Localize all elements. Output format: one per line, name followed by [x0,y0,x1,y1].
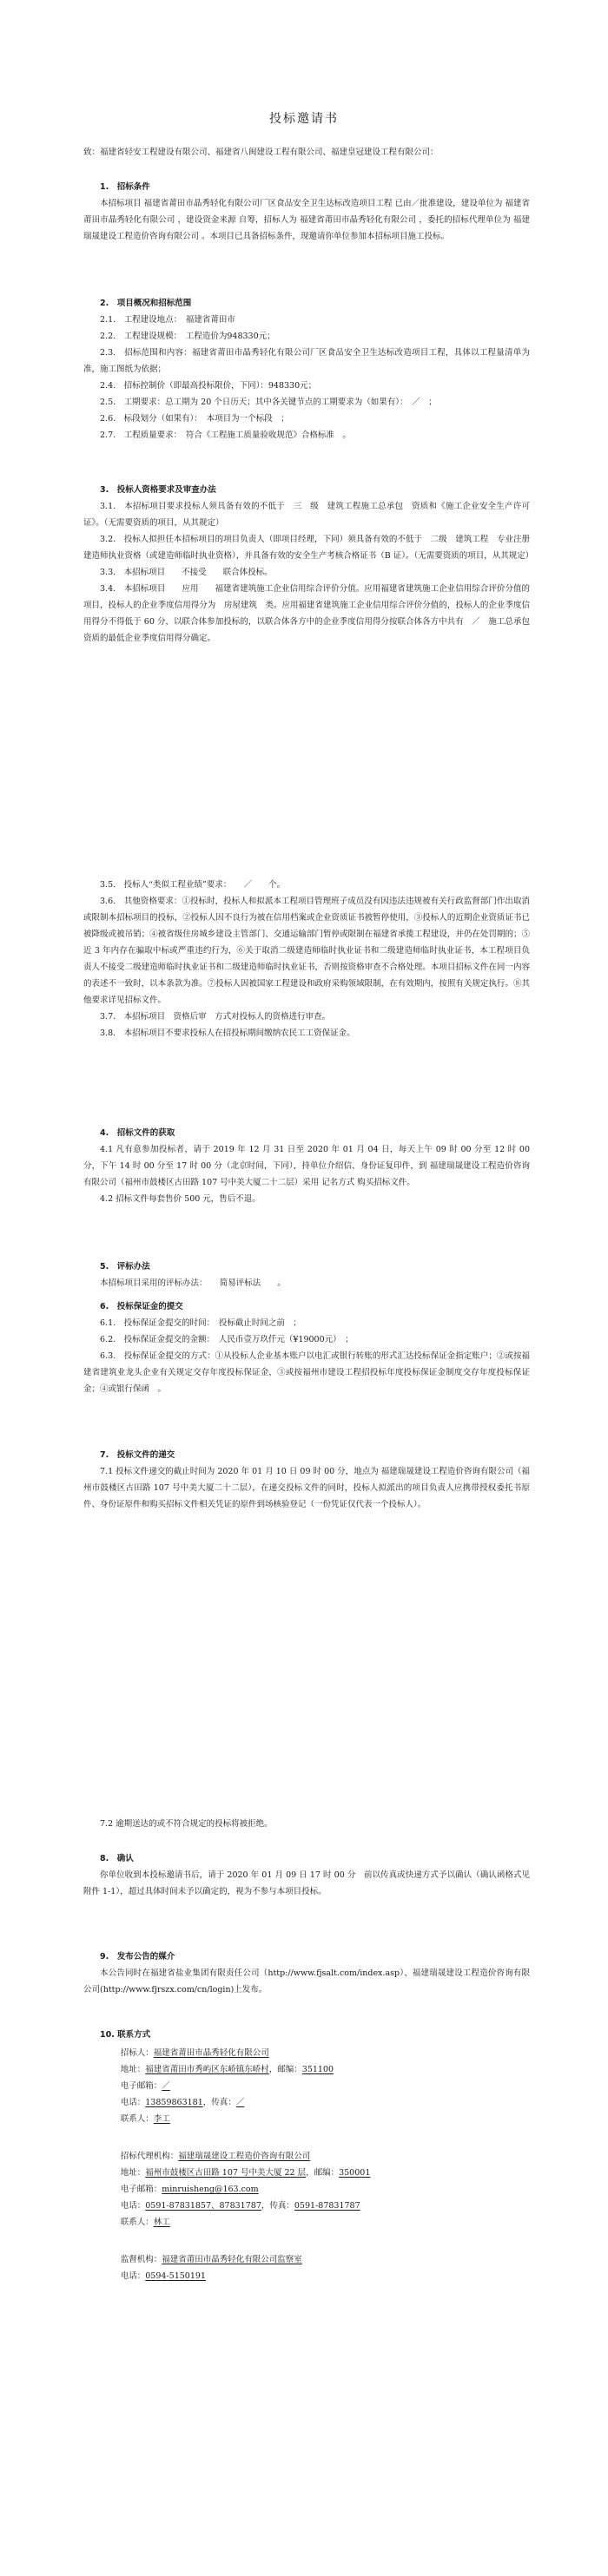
section-heading: 9. 发布公告的媒介 [100,1952,175,1962]
section-bid-bond [83,1298,530,1397]
section-tender-conditions [83,179,530,245]
supervisor-phone-row [83,2268,530,2284]
section-heading: 10. 联系方式 [100,2030,151,2040]
item-2-2: 2.2. 工程建设规模： 工程造价为948330元； [100,332,280,341]
section-heading: 3. 投标人资格要求及审查办法 [100,485,216,495]
section-heading: 1. 招标条件 [100,182,150,192]
section-qualification [83,482,534,647]
item-3-5: 3.5. 投标人“类似工程业绩”要求： ／ 个。 [100,880,286,890]
agent-name: 福建瑞晟建设工程造价咨询有限公司 [178,2152,311,2161]
label: 招标人： [120,2048,154,2058]
section-submission-continued [83,1816,530,1832]
label: 联系人： [120,2218,154,2227]
section-confirmation [83,1850,530,1900]
item-2-7: 2.7. 工程质量要求： 符合《工程施工质量验收规范》合格标准 。 [100,430,351,440]
section-heading: 8. 确认 [100,1854,134,1863]
tenderer-email-row [83,2078,530,2094]
item-4-2: 4.2 招标文件每套售价 500 元，售后不退。 [100,1194,261,1204]
label: 电话： [120,2201,146,2211]
agent-phone: 0591-87831857、87831787 [145,2201,261,2211]
agent-postcode: 350001 [339,2168,371,2178]
item-2-6: 2.6. 标段划分（如果有）： 本项目为一个标段 ； [100,414,289,424]
section-evaluation [83,1258,530,1291]
label: ，邮编： [306,2168,340,2178]
section-documents [83,1125,530,1207]
item-3-7: 3.7. 本招标项目 资格后审 方式对投标人的资格进行审查。 [100,1012,331,1022]
label: 地址： [120,2065,146,2074]
label: 招标代理机构： [120,2152,179,2161]
item-2-5: 2.5. 工期要求：总工期为 20 个日历天；其中各关键节点的工期要求为（如果有）： ／ ； [100,398,437,407]
tenderer-phone-row [83,2094,530,2111]
agent-fax: 0591-87831787 [294,2201,360,2211]
label: ，邮编： [268,2065,302,2074]
item-7-2: 7.2 逾期送达的或不符合规定的投标将被拒绝。 [100,1819,273,1829]
tenderer-contact-row [83,2111,530,2127]
section-body: 本招标项目采用的评标办法： 简易评标法 。 [100,1278,286,1288]
section-body: 本公告同时在福建省盐业集团有限责任公司（http://www.fjsalt.com/index.asp）、福建瑞晟建设工程造价咨询有限公司(http://www.fjrszx.com/cn/login)上发布。 [83,1968,530,1994]
item-3-8: 3.8. 本招标项目不要求投标人在招投标期间缴纳农民工工资保证金。 [100,1028,355,1038]
item-2-3: 2.3. 招标范围和内容：福建省莆田市晶秀轻化有限公司厂区食品安全卫生达标改造项目工程，具体以工程量清单为准，施工图纸为依据； [83,348,530,374]
section-heading: 6. 投标保证金的提交 [100,1302,183,1311]
item-6-2: 6.2. 投标保证金提交的金额： 人民币壹万玖仟元（¥19000元） ； [100,1335,354,1344]
section-project-overview [83,295,530,444]
item-2-1: 2.1. 工程建设地点： 福建省莆田市 [100,315,244,325]
item-3-1: 3.1. 本招标项目要求投标人须具备有效的不低于 三 级 建筑工程施工总承包 资质和《施工企业安全生产许可证》。（无需要资质的项目，从其规定） [83,502,530,528]
tenderer-fax: ／ [235,2098,245,2107]
document-title: 投标邀请书 [269,112,339,126]
item-3-3: 3.3. 本招标项目 不接受 联合体投标。 [100,568,273,577]
section-qualification-continued [83,877,530,1042]
item-4-1: 4.1 凡有意参加投标者，请于 2019 年 12 月 31 日至 2020 年 01 月 04 日，每天上午 09 时 00 分至 12 时 00 分，下午 14 时 00 分至 17 时 00 分（北京时间，下同），持单位介绍信、身份证复印件，到 福建瑞晟建设工程造价咨询有限公司（福州市鼓楼区古田路 107 号中美大厦二十二层）采用 记名方式 购买招标文件。 [83,1145,530,1187]
tenderer-email: ／ [162,2081,170,2091]
recipients-text: 致：福建省轻安工程建设有限公司、福建省八闽建设工程有限公司、福建皇冠建设工程有限公司： [83,148,439,157]
section-heading: 5. 评标办法 [100,1262,150,1272]
tenderer-address: 福建省莆田市秀屿区东峤镇东峤村 [145,2065,269,2074]
tenderer-postcode: 351100 [301,2065,334,2074]
agent-phone-row [83,2198,530,2214]
section-heading: 4. 招标文件的获取 [100,1128,175,1138]
recipients-line [83,144,530,161]
section-submission [83,1447,530,1513]
item-3-4: 3.4. 本招标项目 应用 福建省建筑施工企业信用综合评价分值。应用福建省建筑施工企业信用综合评价分值的项目，投标人的企业季度信用得分为 房屋建筑 类。应用福建省建筑施工企业信用综合评价分值的，投标人的企业季度信用得分不得低于 60 分，以联合体参加投标的，以联合体各方中的企业季度信用得分按联合体各方中共有 ／ 施工总承包资质的最低企业季度信用得分确定。 [83,584,530,643]
item-3-6: 3.6. 其他资格要求：①投标时，投标人和拟派本工程项目管理班子成员没有因违法违规被有关行政监督部门作出取消或限制本招标项目的投标，②投标人因不良行为被在信用档案或企业资质证书被暂停使用，③投标人的近期企业资质证书已被降级或被吊销；④被省级住房城乡建设主管部门、交通运输部门暂停或限制在福建省承揽工程建设，并仍在处罚期的；⑤近 3 年内存在骗取中标或严重违约行为，⑥关于取消二级建造师临时执业证书和二级建造师临时执业证书，本工程项目负责人不接受二级建造师临时执业证书和二级建造师临时执业证书，否则按资格审查不合格处理。本项目招标文件在同一内容的表述不一致时，以本条款为准。⑦投标人因被国家工程建设和政府采购领域限制，在有效期内，按照有关规定执行。⑧其他要求详见招标文件。 [83,897,530,1005]
supervisor-name-row [83,2251,530,2268]
agent-email-row [83,2181,530,2198]
tenderer-phone: 13859863181 [145,2098,203,2107]
agent-contact: 林工 [153,2218,170,2227]
section-contacts [83,2027,530,2284]
item-7-1: 7.1 投标文件递交的截止时间为 2020 年 01 月 10 日 09 时 00 分，地点为 福建瑞晟建设工程造价咨询有限公司（福州市鼓楼区古田路 107 号中美大厦二十二层），在递交投标文件的同时，投标人拟派出的项目负责人应携带授权委托书原件、身份证原件和购买招标文件相关凭证的原件到场核验登记（一份凭证仅代表一个投标人）。 [83,1467,530,1509]
agent-address: 福州市鼓楼区古田路 107 号中美大厦 22 层 [145,2168,307,2178]
supervisor-name: 福建省莆田市晶秀轻化有限公司监察室 [162,2255,302,2264]
label: ，传真： [202,2098,236,2107]
label: 地址： [120,2168,146,2178]
tenderer-name: 福建省莆田市晶秀轻化有限公司 [153,2048,269,2058]
tenderer-address-row [83,2061,530,2078]
label: 电子邮箱： [120,2185,162,2194]
label: 电子邮箱： [120,2081,162,2091]
item-2-4: 2.4. 招标控制价（即最高投标限价，下同）：948330元； [100,381,317,391]
section-body: 本招标项目 福建省莆田市晶秀轻化有限公司厂区食品安全卫生达标改造项目工程 已由／批准建设，建设单位为 福建省莆田市晶秀轻化有限公司 ，建设资金来源 自筹，招标人为 福建省莆田市晶秀轻化有限公司 ，委托的招标代理单位为 福建瑞晟建设工程造价咨询有限公司 。本项目已具备招标条件，现邀请你单位参加本招标项目施工投标。 [83,199,530,241]
section-heading: 2. 项目概况和招标范围 [100,299,192,308]
label: ，传真： [261,2201,294,2211]
agent-contact-row [83,2214,530,2231]
item-6-3: 6.3. 投标保证金提交的方式：①从投标人企业基本账户以电汇或银行转账的形式汇达投标保证金指定账户；②或按福建省建筑业龙头企业有关规定交存年度投标保证金，③或按福州市建设工程招投标年度投标保证金制度交存年度投标保证金；④或银行保函 。 [83,1351,530,1394]
label: 电话： [120,2271,146,2281]
section-body: 你单位收到本投标邀请书后，请于 2020 年 01 月 09 日 17 时 00 分 前以传真或快递方式予以确认（确认函格式见附件 1-1），超过具体时间未予以确定的，视为不参与本项目投标。 [83,1870,530,1896]
supervisor-phone: 0594-5150191 [145,2271,206,2281]
agent-email: minruisheng@163.com [162,2185,259,2194]
item-6-1: 6.1. 投标保证金提交的时间： 投标截止时间之前 ； [100,1318,301,1328]
tenderer-name-row [83,2045,530,2061]
agent-address-row [83,2165,530,2181]
label: 电话： [120,2098,146,2107]
tenderer-contact: 李工 [153,2114,170,2124]
agent-name-row [83,2148,530,2165]
item-3-2: 3.2. 投标人拟担任本招标项目的项目负责人（即项目经理，下同）须具备有效的不低于 二级 建筑工程 专业注册建造师执业资格（或建造师临时执业资格），并具备有效的安全生产考核合格证书（B 证）。（无需要资质的项目，从其规定） [83,535,534,561]
label: 联系人： [120,2114,154,2124]
section-media [83,1948,530,1998]
label: 监督机构： [120,2255,162,2264]
section-heading: 7. 投标文件的递交 [100,1450,175,1460]
